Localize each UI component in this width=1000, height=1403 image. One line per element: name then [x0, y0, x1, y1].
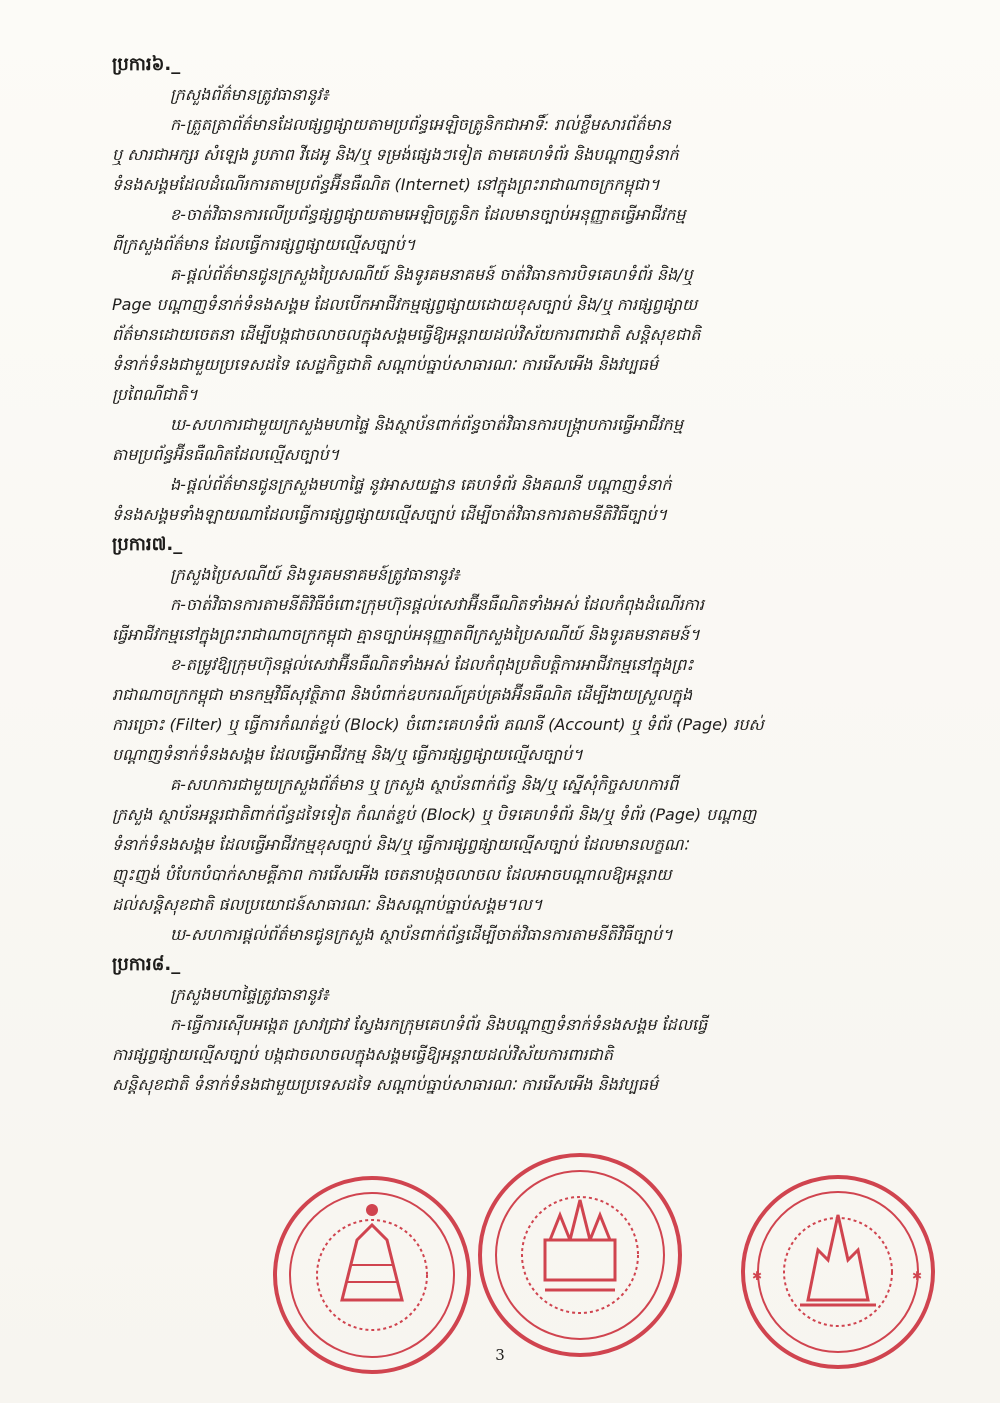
ministry-of-posts-telecommunications-seal	[480, 1155, 680, 1355]
article-6-line: Page បណ្ដាញទំនាក់ទំនងសង្គម ដែលបើកអាជីវកម្មផ្សព្វផ្សាយដោយខុសច្បាប់ និង/ឬ ការផ្សព្វផ្សាយ	[112, 295, 698, 314]
article-7-line: ទំនាក់ទំនងសង្គម ដែលធ្វើអាជីវកម្មខុសច្បាប់ និង/ឬ ធ្វើការផ្សព្វផ្សាយល្មើសច្បាប់ ដែលមានលក្ខណៈ	[112, 835, 689, 854]
article-8-line: ការផ្សព្វផ្សាយល្មើសច្បាប់ បង្កជាចលាចលក្នុងសង្គមធ្វើឱ្យអន្តរាយដល់វិស័យការពារជាតិ	[112, 1045, 614, 1064]
article-6-line: ឃ-សហការជាមួយក្រសួងមហាផ្ទៃ និងស្ថាប័នពាក់ព័ន្ធចាត់វិធានការបង្ក្រាបការធ្វើអាជីវកម្ម	[170, 415, 683, 434]
document-body	[112, 50, 912, 1100]
article-6-line: ឬ សារជាអក្សរ សំឡេង រូបភាព វីដេអូ និង/ឬ ទម្រង់ផ្សេងៗទៀត តាមគេហទំព័រ និងបណ្ដាញទំនាក់	[112, 145, 679, 164]
article-6-line: ក-ត្រួតត្រាព័ត៌មានដែលផ្សព្វផ្សាយតាមប្រព័ន្ធអេឡិចត្រូនិកជាអាទិ៍: រាល់ខ្លឹមសារព័ត៌មាន	[170, 115, 671, 134]
article-7-line: គ-សហការជាមួយក្រសួងព័ត៌មាន ឬ ក្រសួង ស្ថាប័នពាក់ព័ន្ធ និង/ឬ ស្នើសុំកិច្ចសហការពី	[170, 775, 679, 794]
article-6-line: ង-ផ្ដល់ព័ត៌មានជូនក្រសួងមហាផ្ទៃ នូវអាសយដ្ឋាន គេហទំព័រ និងគណនី បណ្ដាញទំនាក់	[170, 475, 672, 494]
article-7-line: ក្រសួង ស្ថាប័នអន្តរជាតិពាក់ព័ន្ធដទៃទៀត កំណត់ខ្ទប់ (Block) ឬ បិទគេហទំព័រ និង/ឬ ទំព័រ (Page) បណ្ដាញ	[112, 805, 757, 824]
article-6-heading: ប្រការ៦._	[112, 54, 181, 75]
article-8-line: ក-ធ្វើការស៊ើបអង្កេត ស្រាវជ្រាវ ស្វែងរកក្រុមគេហទំព័រ និងបណ្ដាញទំនាក់ទំនងសង្គម ដែលធ្វើ	[170, 1015, 708, 1034]
article-8-heading: ប្រការ៨._	[112, 954, 181, 975]
article-7-heading: ប្រការ៧._	[112, 534, 183, 555]
article-7-line: ការច្រោះ (Filter) ឬ ធ្វើការកំណត់ខ្ទប់ (Block) ចំពោះគេហទំព័រ គណនី (Account) ឬ ទំព័រ (Page) របស់	[112, 715, 764, 734]
ministry-of-information-seal	[275, 1178, 469, 1372]
article-7-line: បណ្ដាញទំនាក់ទំនងសង្គម ដែលធ្វើអាជីវកម្ម និង/ឬ ធ្វើការផ្សព្វផ្សាយល្មើសច្បាប់។	[112, 745, 583, 764]
ministry-of-interior-seal	[743, 1177, 933, 1367]
article-7-intro: ក្រសួងប្រៃសណីយ៍ និងទូរគមនាគមន៍ត្រូវធានានូវ៖	[170, 565, 460, 584]
svg-text:✱: ✱	[912, 1269, 923, 1283]
article-6-line: ទំនងសង្គមដែលដំណើរការតាមប្រព័ន្ធអ៊ីនធឺណិត (Internet) នៅក្នុងព្រះរាជាណាចក្រកម្ពុជា។	[112, 175, 660, 194]
article-7-line: ធ្វើអាជីវកម្មនៅក្នុងព្រះរាជាណាចក្រកម្ពុជា គ្មានច្បាប់អនុញ្ញាតពីក្រសួងប្រៃសណីយ៍ និងទូរគមនាគមន៍។	[112, 625, 700, 644]
article-7-line: ខ-តម្រូវឱ្យក្រុមហ៊ុនផ្ដល់សេវាអ៊ីនធឺណិតទាំងអស់ ដែលកំពុងប្រតិបត្តិការអាជីវកម្មនៅក្នុងព្រះ	[170, 655, 694, 674]
article-8-intro: ក្រសួងមហាផ្ទៃត្រូវធានានូវ៖	[170, 985, 329, 1004]
article-6-line: ទំនាក់ទំនងជាមួយប្រទេសដទៃ សេដ្ឋកិច្ចជាតិ សណ្ដាប់ធ្នាប់សាធារណៈ ការរើសអើង និងវប្បធម៌	[112, 355, 659, 374]
article-6-line: ពីក្រសួងព័ត៌មាន ដែលធ្វើការផ្សព្វផ្សាយល្មើសច្បាប់។	[112, 235, 416, 254]
svg-text:✱: ✱	[752, 1269, 763, 1283]
article-7-line: រាជាណាចក្រកម្ពុជា មានកម្មវិធីសុវត្ថិភាព និងបំពាក់ឧបករណ៍គ្រប់គ្រងអ៊ីនធឺណិត ដើម្បីងាយស្រួលក្នុង	[112, 685, 693, 704]
article-6-line: ខ-ចាត់វិធានការលើប្រព័ន្ធផ្សព្វផ្សាយតាមអេឡិចត្រូនិក ដែលមានច្បាប់អនុញ្ញាតធ្វើអាជីវកម្ម	[170, 205, 686, 224]
article-6-line: ព័ត៌មានដោយចេតនា ដើម្បីបង្កជាចលាចលក្នុងសង្គមធ្វើឱ្យអន្តរាយដល់វិស័យការពារជាតិ សន្តិសុខជាតិ	[112, 325, 701, 344]
article-6-line: តាមប្រព័ន្ធអ៊ីនធឺណិតដែលល្មើសច្បាប់។	[112, 445, 340, 464]
article-7-line: ញុះញង់ បំបែកបំបាក់សាមគ្គីភាព ការរើសអើង ចេតនាបង្កចលាចល ដែលអាចបណ្ដាលឱ្យអន្តរាយ	[112, 865, 672, 884]
article-6-line: ប្រពៃណីជាតិ។	[112, 385, 198, 404]
article-7-line: ឃ-សហការផ្ដល់ព័ត៌មានជូនក្រសួង ស្ថាប័នពាក់ព័ន្ធដើម្បីចាត់វិធានការតាមនីតិវិធីច្បាប់។	[170, 925, 673, 944]
article-8-line: សន្តិសុខជាតិ ទំនាក់ទំនងជាមួយប្រទេសដទៃ សណ្ដាប់ធ្នាប់សាធារណៈ ការរើសអើង និងវប្បធម៌	[112, 1075, 659, 1094]
article-7-line: ដល់សន្តិសុខជាតិ ផលប្រយោជន៍សាធារណៈ និងសណ្ដាប់ធ្នាប់សង្គម។ល។	[112, 895, 543, 914]
article-6-line: ទំនងសង្គមទាំងឡាយណាដែលធ្វើការផ្សព្វផ្សាយល្មើសច្បាប់ ដើម្បីចាត់វិធានការតាមនីតិវិធីច្បាប់។	[112, 505, 668, 524]
article-6-line: គ-ផ្ដល់ព័ត៌មានជូនក្រសួងប្រៃសណីយ៍ និងទូរគមនាគមន៍ ចាត់វិធានការបិទគេហទំព័រ និង/ឬ	[170, 265, 693, 284]
article-7-line: ក-ចាត់វិធានការតាមនីតិវិធីចំពោះក្រុមហ៊ុនផ្ដល់សេវាអ៊ីនធឺណិតទាំងអស់ ដែលកំពុងដំណើរការ	[170, 595, 704, 614]
page-number: 3	[495, 1346, 505, 1364]
article-6-intro: ក្រសួងព័ត៌មានត្រូវធានានូវ៖	[170, 85, 329, 104]
